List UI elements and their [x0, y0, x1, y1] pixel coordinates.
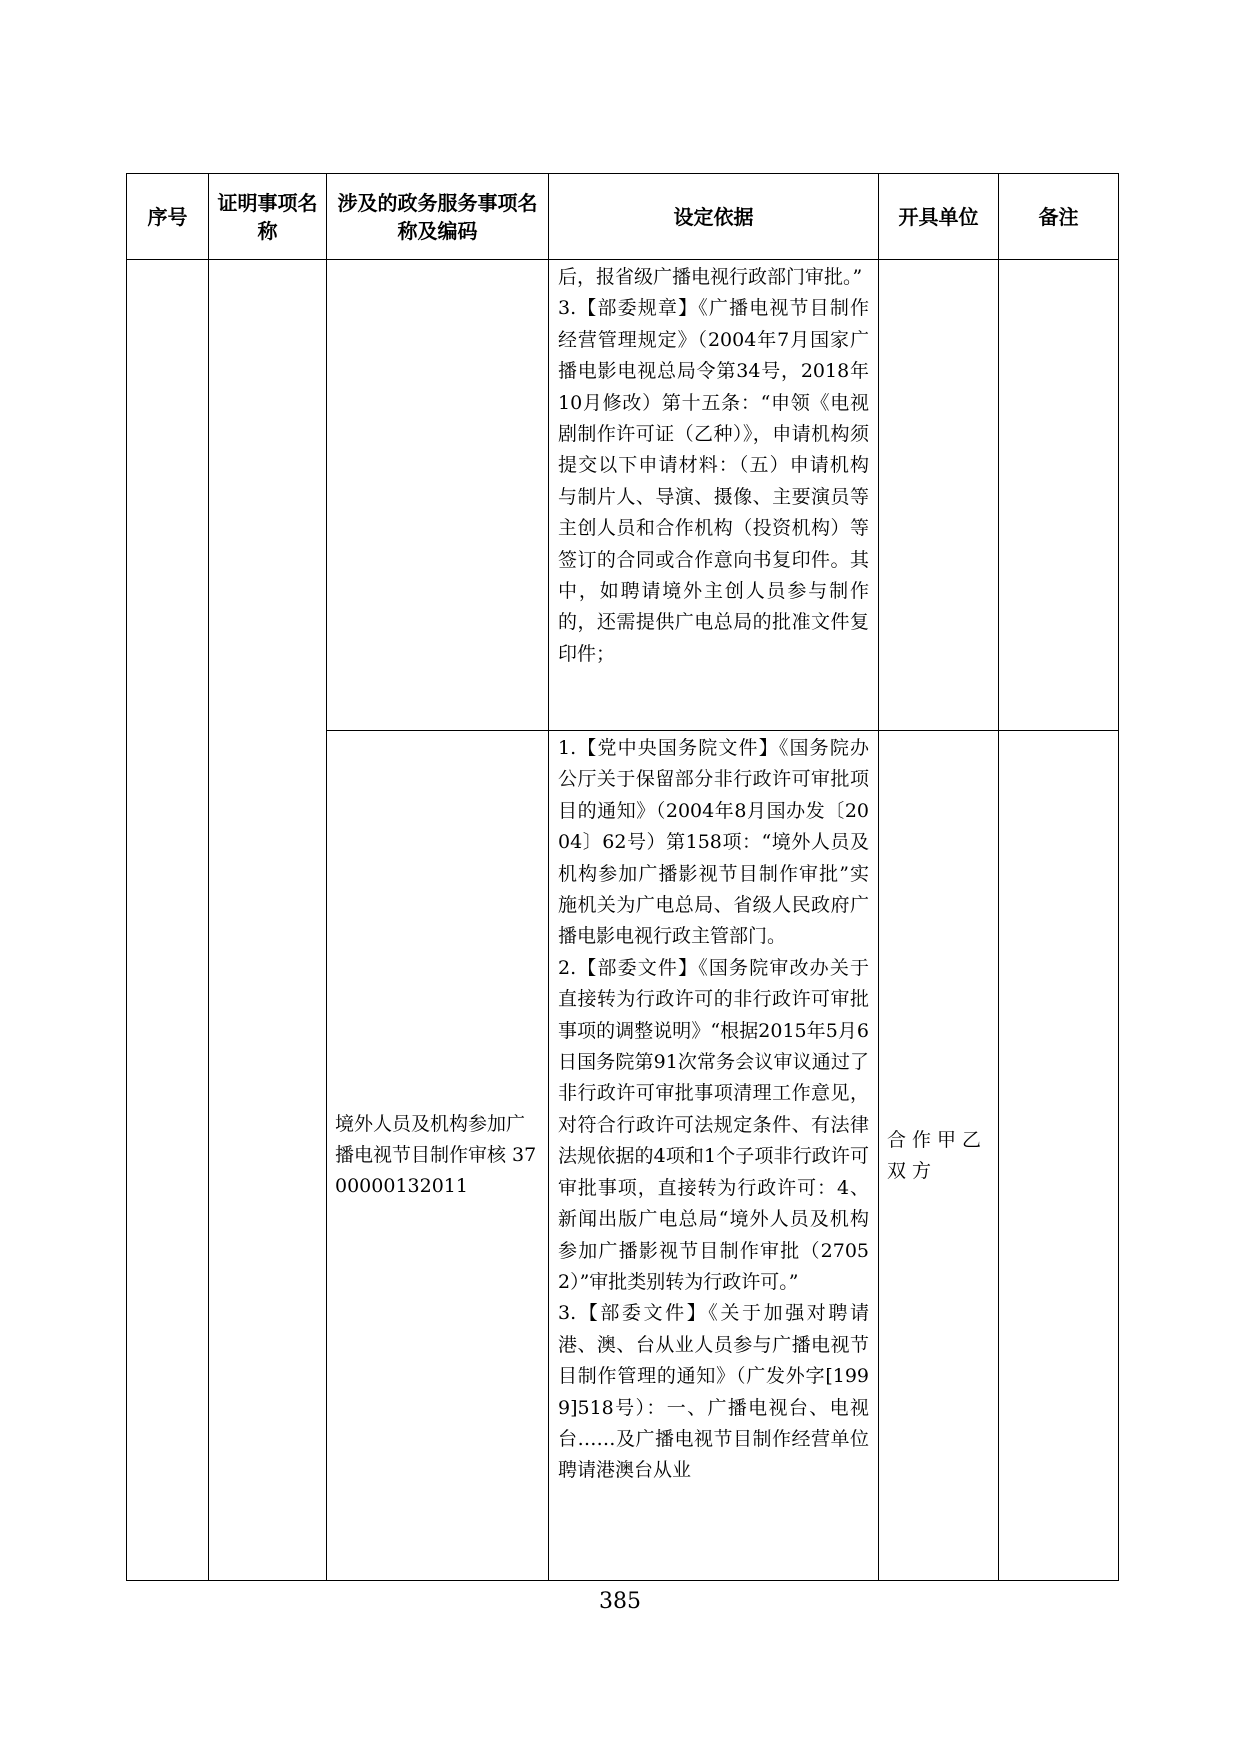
- header-remarks: 备注: [999, 174, 1119, 260]
- table-header-row: [127, 174, 1119, 260]
- certificate-item-name-cell: [209, 260, 327, 1581]
- issuing-unit-cell-2: 合作甲乙双方: [879, 731, 999, 1581]
- issuing-unit-cell-1: [879, 260, 999, 731]
- remarks-cell-2: [999, 731, 1119, 1581]
- header-legal-basis: 设定依据: [549, 174, 879, 260]
- header-serial-number: 序号: [127, 174, 209, 260]
- table-row: [127, 260, 1119, 731]
- header-issuing-unit: 开具单位: [879, 174, 999, 260]
- page-number: 385: [599, 1589, 641, 1614]
- certification-table: [126, 173, 1119, 1581]
- legal-basis-cell-1: 后，报省级广播电视行政部门审批。” 3.【部委规章】《广播电视节目制作经营管理规定》（2004年7月国家广播电影电视总局令第34号，2018年10月修改）第十五条：“申领《电视剧制作许可证（乙种）》，申请机构须提交以下申请材料：（五）申请机构与制片人、导演、摄像、主要演员等主创人员和合作机构（投资机构）等签订的合同或合作意向书复印件。其中，如聘请境外主创人员参与制作的，还需提供广电总局的批准文件复印件；: [549, 260, 879, 731]
- header-related-service-item: 涉及的政务服务事项名称及编码: [327, 174, 549, 260]
- related-service-cell-2: 境外人员及机构参加广播电视节目制作审核 3700000132011: [327, 731, 549, 1581]
- remarks-cell-1: [999, 260, 1119, 731]
- serial-number-cell: [127, 260, 209, 1581]
- header-certificate-item-name: 证明事项名称: [209, 174, 327, 260]
- legal-basis-cell-2: 1.【党中央国务院文件】《国务院办公厅关于保留部分非行政许可审批项目的通知》（2004年8月国办发〔2004〕62号）第158项：“境外人员及机构参加广播影视节目制作审批”实施机关为广电总局、省级人民政府广播电影电视行政主管部门。 2.【部委文件】《国务院审改办关于直接转为行政许可的非行政许可审批事项的调整说明》“根据2015年5月6日国务院第91次常务会议审议通过了非行政许可审批事项清理工作意见，对符合行政许可法规定条件、有法律法规依据的4项和1个子项非行政许可审批事项，直接转为行政许可：4、新闻出版广电总局“境外人员及机构参加广播影视节目制作审批（27052）”审批类别转为行政许可。” 3.【部委文件】《关于加强对聘请港、澳、台从业人员参与广播电视节目制作管理的通知》（广发外字[1999]518号）：一、广播电视台、电视台……及广播电视节目制作经营单位聘请港澳台从业: [549, 731, 879, 1581]
- related-service-cell-1: [327, 260, 549, 731]
